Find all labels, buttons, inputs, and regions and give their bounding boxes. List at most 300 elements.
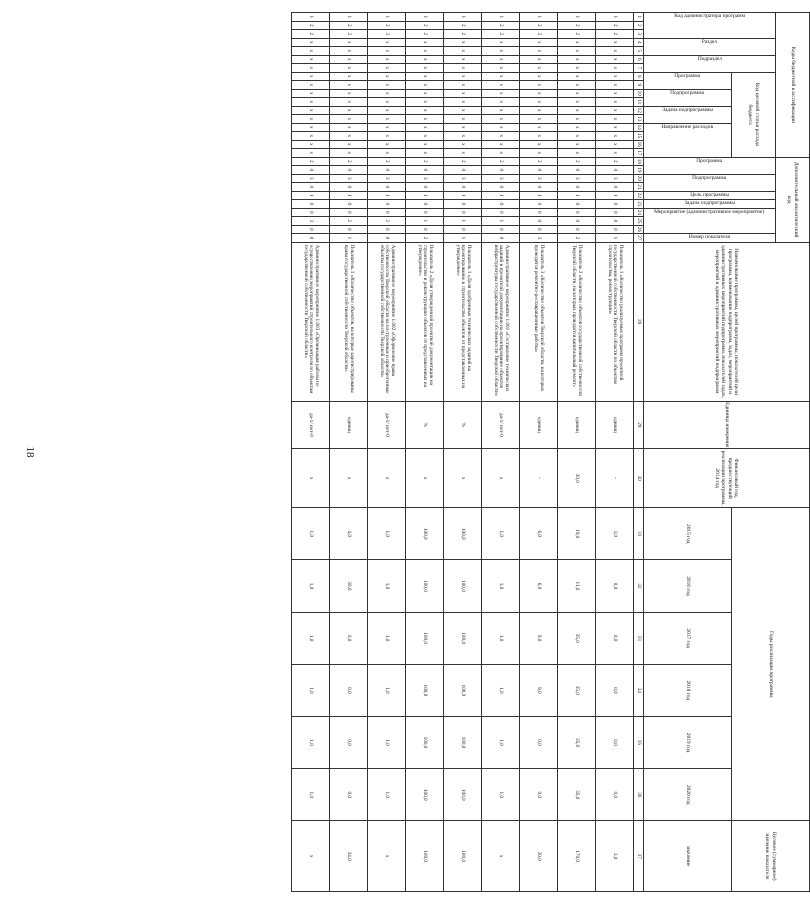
year-value-cell: 0,0 bbox=[596, 612, 634, 664]
subprogram-code-header: Подпрограмма bbox=[670, 89, 705, 96]
column-number: 17 bbox=[634, 149, 644, 158]
year-value-cell: 1,0 bbox=[482, 664, 520, 716]
code-cell: 2 bbox=[558, 157, 596, 166]
code-cell: 1 bbox=[292, 13, 330, 22]
code-cell: x bbox=[330, 149, 368, 158]
code-cell: 2 bbox=[444, 21, 482, 30]
year-value-cell: 30,0 bbox=[330, 560, 368, 612]
code-cell: x bbox=[330, 89, 368, 98]
code-cell: 1 bbox=[406, 13, 444, 22]
code-cell: x bbox=[406, 149, 444, 158]
column-number: 9 bbox=[634, 81, 644, 90]
year-value-cell: 1,0 bbox=[368, 508, 406, 560]
target-value-header: значение bbox=[644, 821, 732, 892]
column-number-row bbox=[634, 13, 644, 892]
code-cell: 1 bbox=[368, 191, 406, 200]
code-cell: 3 bbox=[482, 174, 520, 183]
column-number: 7 bbox=[634, 64, 644, 73]
expense-direction-header: Направление расходов bbox=[661, 123, 714, 130]
code-cell: x bbox=[558, 47, 596, 56]
year-value-cell: 100,0 bbox=[406, 769, 444, 821]
year-2016-header: 2016 год bbox=[644, 560, 732, 612]
code-cell: 0 bbox=[330, 208, 368, 217]
column-number: 21 bbox=[634, 183, 644, 192]
name-cell: Показатель 1 «Доля одобренных технических заданий на проектирование и строительство объектов от представленных на утверждение» bbox=[444, 242, 482, 401]
code-cell: x bbox=[368, 106, 406, 115]
year-value-cell: 1,0 bbox=[482, 508, 520, 560]
code-cell: 3 bbox=[596, 174, 634, 183]
code-cell: x bbox=[368, 55, 406, 64]
year-value-cell: 0,0 bbox=[330, 612, 368, 664]
code-cell: x bbox=[444, 81, 482, 90]
code-cell: x bbox=[596, 149, 634, 158]
code-cell: x bbox=[292, 47, 330, 56]
code-cell: x bbox=[444, 106, 482, 115]
code-cell: x bbox=[330, 81, 368, 90]
code-cell: x bbox=[596, 98, 634, 107]
code-cell: 0 bbox=[596, 217, 634, 226]
column-number: 15 bbox=[634, 132, 644, 141]
unit-cell: да-1/ нет-0 bbox=[368, 401, 406, 449]
year-value-cell: 1,0 bbox=[482, 612, 520, 664]
year-value-cell: 100,0 bbox=[444, 716, 482, 768]
year-value-cell: 1,0 bbox=[292, 769, 330, 821]
fin-year-cell: x bbox=[330, 449, 368, 508]
subsection-header: Подраздел bbox=[697, 55, 722, 62]
code-cell: 0 bbox=[406, 183, 444, 192]
code-cell: x bbox=[558, 106, 596, 115]
column-number: 30 bbox=[634, 449, 644, 508]
code-cell: x bbox=[330, 132, 368, 141]
code-cell: x bbox=[444, 140, 482, 149]
code-cell: x bbox=[406, 55, 444, 64]
target-value-cell: 100,0 bbox=[444, 821, 482, 892]
year-value-cell: 1,0 bbox=[292, 716, 330, 768]
code-cell: x bbox=[558, 64, 596, 73]
code-cell: 1 bbox=[482, 191, 520, 200]
code-cell: x bbox=[406, 38, 444, 47]
fin-year-cell: x bbox=[444, 449, 482, 508]
year-value-cell: 9,0 bbox=[520, 664, 558, 716]
code-cell: 1 bbox=[520, 191, 558, 200]
code-cell: 2 bbox=[292, 21, 330, 30]
year-value-cell: 100,0 bbox=[406, 508, 444, 560]
code-cell: 1 bbox=[596, 13, 634, 22]
code-cell: 0 bbox=[406, 225, 444, 234]
code-cell: 2 bbox=[520, 30, 558, 39]
code-cell: 2 bbox=[482, 30, 520, 39]
code-cell: x bbox=[368, 140, 406, 149]
column-number: 11 bbox=[634, 98, 644, 107]
code-cell: x bbox=[482, 81, 520, 90]
table-row bbox=[482, 13, 520, 892]
code-cell: 2 bbox=[596, 30, 634, 39]
program-code-header: Программа bbox=[674, 72, 701, 79]
code-cell: x bbox=[520, 123, 558, 132]
code-cell: 2 bbox=[596, 21, 634, 30]
code-cell: 2 bbox=[520, 157, 558, 166]
code-cell: 0 bbox=[520, 225, 558, 234]
code-cell: 3 bbox=[292, 174, 330, 183]
code-cell: 2 bbox=[482, 157, 520, 166]
code-cell: x bbox=[330, 123, 368, 132]
code-cell: x bbox=[368, 98, 406, 107]
year-value-cell: 0,0 bbox=[596, 716, 634, 768]
code-cell: 0 bbox=[368, 200, 406, 209]
column-number: 35 bbox=[634, 716, 644, 768]
code-cell: 0 bbox=[292, 225, 330, 234]
column-number: 32 bbox=[634, 560, 644, 612]
year-2018-header: 2018 год bbox=[644, 664, 732, 716]
code-cell: x bbox=[292, 55, 330, 64]
code-cell: x bbox=[368, 81, 406, 90]
year-value-cell: 9,0 bbox=[520, 612, 558, 664]
code-cell: 1 bbox=[444, 191, 482, 200]
code-cell: 2 bbox=[330, 157, 368, 166]
code-cell: 2 bbox=[330, 30, 368, 39]
name-cell: Административное мероприятие 1.003 «Организация работы по осуществлению мероприятий строительного контроля по объектам государственной собственности Тверской области» bbox=[292, 242, 330, 401]
code-cell: 1 bbox=[444, 234, 482, 243]
column-number: 20 bbox=[634, 174, 644, 183]
subprogram-task-code-header: Задача подпрограммы bbox=[662, 106, 713, 113]
year-value-cell: 35,0 bbox=[558, 612, 596, 664]
year-value-cell: 0,0 bbox=[330, 664, 368, 716]
name-cell: Показатель 2 «Количество объектов государственной собственности Тверской области, на которых проводится капитальный ремонт» bbox=[558, 242, 596, 401]
year-value-cell: 1,0 bbox=[368, 716, 406, 768]
an-event-header: Мероприятие (административное мероприятие) bbox=[654, 208, 765, 215]
code-cell: x bbox=[520, 81, 558, 90]
code-cell: x bbox=[406, 64, 444, 73]
table-row bbox=[596, 13, 634, 892]
code-cell: x bbox=[368, 149, 406, 158]
code-cell: 0 bbox=[596, 200, 634, 209]
code-cell: x bbox=[368, 123, 406, 132]
code-cell: 0 bbox=[368, 234, 406, 243]
code-cell: x bbox=[482, 38, 520, 47]
code-cell: x bbox=[292, 81, 330, 90]
code-cell: x bbox=[558, 115, 596, 124]
code-cell: 2 bbox=[368, 21, 406, 30]
code-cell: 2 bbox=[558, 30, 596, 39]
column-number: 27 bbox=[634, 234, 644, 243]
year-value-cell: 0,0 bbox=[596, 664, 634, 716]
code-cell: x bbox=[558, 123, 596, 132]
an-subprogram-header: Подпрограмма bbox=[692, 174, 727, 181]
code-cell: x bbox=[596, 55, 634, 64]
code-cell: 2 bbox=[558, 234, 596, 243]
code-cell: x bbox=[482, 106, 520, 115]
code-cell: x bbox=[520, 55, 558, 64]
code-cell: x bbox=[482, 115, 520, 124]
unit-cell: единиц bbox=[596, 401, 634, 449]
year-value-cell: 1,0 bbox=[292, 664, 330, 716]
code-cell: 2 bbox=[368, 157, 406, 166]
code-cell: 1 bbox=[330, 13, 368, 22]
code-cell: 0 bbox=[482, 166, 520, 175]
code-cell: x bbox=[444, 132, 482, 141]
code-cell: x bbox=[520, 98, 558, 107]
code-cell: x bbox=[596, 106, 634, 115]
code-cell: x bbox=[444, 72, 482, 81]
code-cell: 3 bbox=[444, 174, 482, 183]
column-number: 33 bbox=[634, 612, 644, 664]
code-cell: 0 bbox=[368, 225, 406, 234]
code-cell: x bbox=[596, 81, 634, 90]
table-row bbox=[406, 13, 444, 892]
code-cell: 1 bbox=[406, 217, 444, 226]
code-cell: x bbox=[368, 47, 406, 56]
code-cell: x bbox=[520, 132, 558, 141]
code-cell: x bbox=[406, 140, 444, 149]
year-value-cell: 0,0 bbox=[330, 716, 368, 768]
code-cell: x bbox=[482, 149, 520, 158]
column-number: 10 bbox=[634, 89, 644, 98]
code-cell: x bbox=[368, 72, 406, 81]
code-cell: x bbox=[444, 55, 482, 64]
code-cell: 1 bbox=[444, 13, 482, 22]
target-value-cell: 3,0 bbox=[596, 821, 634, 892]
code-cell: 1 bbox=[330, 191, 368, 200]
code-cell: 1 bbox=[596, 234, 634, 243]
year-value-cell: 6,0 bbox=[520, 508, 558, 560]
code-cell: 0 bbox=[292, 208, 330, 217]
code-cell: x bbox=[596, 132, 634, 141]
code-cell: x bbox=[292, 123, 330, 132]
year-value-cell: 1,0 bbox=[292, 560, 330, 612]
code-cell: 0 bbox=[444, 183, 482, 192]
code-cell: x bbox=[292, 106, 330, 115]
code-cell: 2 bbox=[520, 21, 558, 30]
code-cell: 1 bbox=[558, 13, 596, 22]
year-value-cell: 35,0 bbox=[558, 769, 596, 821]
code-cell: x bbox=[368, 89, 406, 98]
code-cell: x bbox=[330, 106, 368, 115]
code-cell: x bbox=[368, 38, 406, 47]
fin-year-cell: x bbox=[368, 449, 406, 508]
year-value-cell: 100,0 bbox=[444, 508, 482, 560]
code-cell: 3 bbox=[368, 30, 406, 39]
column-number: 13 bbox=[634, 115, 644, 124]
code-cell: 1 bbox=[558, 191, 596, 200]
code-cell: 2 bbox=[292, 157, 330, 166]
target-value-cell: 170,0 bbox=[558, 821, 596, 892]
years-header: Годы реализации программы bbox=[732, 508, 810, 821]
target-code-header: Код целевой статьи расхода бюджета bbox=[732, 72, 776, 157]
code-cell: 0 bbox=[558, 183, 596, 192]
column-number: 31 bbox=[634, 508, 644, 560]
code-cell: x bbox=[520, 38, 558, 47]
code-cell: x bbox=[330, 72, 368, 81]
code-cell: 0 bbox=[444, 166, 482, 175]
code-cell: x bbox=[482, 132, 520, 141]
code-cell: 0 bbox=[520, 217, 558, 226]
code-cell: 2 bbox=[406, 30, 444, 39]
code-cell: 0 bbox=[330, 225, 368, 234]
code-cell: 0 bbox=[444, 208, 482, 217]
column-number: 24 bbox=[634, 208, 644, 217]
code-cell: 2 bbox=[406, 234, 444, 243]
code-cell: 2 bbox=[444, 157, 482, 166]
year-value-cell: 100,0 bbox=[444, 612, 482, 664]
code-cell: 0 bbox=[330, 166, 368, 175]
code-cell: 0 bbox=[406, 208, 444, 217]
code-cell: x bbox=[292, 72, 330, 81]
year-value-cell: 35,0 bbox=[558, 664, 596, 716]
code-cell: 0 bbox=[292, 183, 330, 192]
code-cell: x bbox=[520, 72, 558, 81]
code-cell: x bbox=[368, 115, 406, 124]
year-value-cell: 19,0 bbox=[558, 508, 596, 560]
code-cell: x bbox=[406, 47, 444, 56]
year-value-cell: 6,0 bbox=[520, 560, 558, 612]
column-number: 34 bbox=[634, 664, 644, 716]
code-cell: x bbox=[368, 132, 406, 141]
code-cell: x bbox=[558, 81, 596, 90]
fin-year-cell: - bbox=[596, 449, 634, 508]
code-cell: 0 bbox=[596, 225, 634, 234]
year-value-cell: 4,0 bbox=[330, 508, 368, 560]
code-cell: x bbox=[368, 64, 406, 73]
code-cell: x bbox=[444, 149, 482, 158]
name-cell: Административное мероприятие 1.002 «Оформление права собственности Тверской области на построенные и приобретенные объекты государственной собственности Тверской области» bbox=[368, 242, 406, 401]
an-program-goal-header: Цель программы bbox=[690, 191, 729, 198]
code-cell: 3 bbox=[368, 174, 406, 183]
code-cell: x bbox=[292, 115, 330, 124]
column-number: 37 bbox=[634, 821, 644, 892]
name-header: Наименование программы, целей программы, показателей цели программы, наименование подпрограмм, задач, мероприятий и административных мероприятий подпрограмм, показателей задач, мероприятий и административных мероприятий подпрограмм bbox=[644, 242, 810, 401]
target-value-cell: 30,0 bbox=[520, 821, 558, 892]
code-cell: x bbox=[520, 89, 558, 98]
column-number: 12 bbox=[634, 106, 644, 115]
code-cell: 2 bbox=[368, 217, 406, 226]
code-cell: 0 bbox=[292, 200, 330, 209]
table-body bbox=[292, 13, 644, 892]
code-cell: x bbox=[520, 115, 558, 124]
year-2019-header: 2019 год bbox=[644, 716, 732, 768]
code-cell: x bbox=[558, 140, 596, 149]
code-cell: 1 bbox=[482, 217, 520, 226]
code-cell: 1 bbox=[520, 13, 558, 22]
code-cell: x bbox=[558, 72, 596, 81]
code-cell: 3 bbox=[520, 174, 558, 183]
unit-cell: да-1/ нет-0 bbox=[482, 401, 520, 449]
code-cell: 1 bbox=[406, 191, 444, 200]
code-cell: 2 bbox=[406, 21, 444, 30]
unit-cell: % bbox=[406, 401, 444, 449]
code-cell: 0 bbox=[482, 208, 520, 217]
code-cell: x bbox=[406, 72, 444, 81]
year-value-cell: 0,0 bbox=[520, 769, 558, 821]
column-number: 8 bbox=[634, 72, 644, 81]
code-cell: 1 bbox=[292, 191, 330, 200]
code-cell: x bbox=[330, 55, 368, 64]
code-cell: 0 bbox=[596, 208, 634, 217]
name-cell: Показатель 2 «Доля утвержденной проектной документации на строительство и реконструкцию объектов от представленных на утверждение» bbox=[406, 242, 444, 401]
year-value-cell: 0,0 bbox=[520, 716, 558, 768]
column-number: 25 bbox=[634, 217, 644, 226]
year-value-cell: 0,0 bbox=[596, 560, 634, 612]
an-indicator-header: Номер показателя bbox=[688, 234, 731, 241]
code-cell: x bbox=[558, 98, 596, 107]
code-cell: x bbox=[482, 89, 520, 98]
year-value-cell: 100,0 bbox=[406, 664, 444, 716]
year-2017-header: 2017 год bbox=[644, 612, 732, 664]
column-number: 26 bbox=[634, 225, 644, 234]
target-value-cell: 34,0 bbox=[330, 821, 368, 892]
table-row bbox=[368, 13, 406, 892]
code-cell: 0 bbox=[482, 200, 520, 209]
year-value-cell: 35,0 bbox=[558, 716, 596, 768]
year-value-cell: 0,0 bbox=[596, 769, 634, 821]
code-cell: 1 bbox=[444, 217, 482, 226]
target-value-cell: x bbox=[368, 821, 406, 892]
unit-header: Единица измерения bbox=[644, 401, 810, 449]
code-cell: x bbox=[330, 115, 368, 124]
fin-year-cell: x bbox=[292, 449, 330, 508]
code-cell: 2 bbox=[406, 157, 444, 166]
unit-cell: единиц bbox=[558, 401, 596, 449]
year-2020-header: 2020 год bbox=[644, 769, 732, 821]
name-cell: Показатель 1 «Количество реализуемых программ проектной государственной собственности Тверской области по объектам строительства, реконструкции» bbox=[596, 242, 634, 401]
code-cell: x bbox=[596, 140, 634, 149]
code-cell: 2 bbox=[292, 30, 330, 39]
code-cell: x bbox=[596, 38, 634, 47]
year-value-cell: 11,0 bbox=[558, 560, 596, 612]
fin-year-cell: - bbox=[520, 449, 558, 508]
column-number: 5 bbox=[634, 47, 644, 56]
code-cell: 2 bbox=[444, 30, 482, 39]
column-number: 28 bbox=[634, 242, 644, 401]
code-cell: x bbox=[292, 132, 330, 141]
year-value-cell: 100,0 bbox=[406, 560, 444, 612]
year-value-cell: 1,0 bbox=[482, 769, 520, 821]
code-cell: x bbox=[330, 64, 368, 73]
year-value-cell: 1,0 bbox=[368, 769, 406, 821]
code-cell: x bbox=[406, 81, 444, 90]
code-cell: x bbox=[482, 123, 520, 132]
code-cell: 3 bbox=[406, 174, 444, 183]
code-cell: x bbox=[558, 55, 596, 64]
column-number: 22 bbox=[634, 191, 644, 200]
code-cell: 1 bbox=[482, 13, 520, 22]
code-cell: x bbox=[406, 115, 444, 124]
code-cell: x bbox=[482, 64, 520, 73]
year-value-cell: 100,0 bbox=[444, 769, 482, 821]
rotated-table-page bbox=[302, 12, 810, 892]
code-cell: 0 bbox=[406, 200, 444, 209]
unit-cell: % bbox=[444, 401, 482, 449]
year-value-cell: 1,0 bbox=[482, 716, 520, 768]
code-cell: x bbox=[444, 123, 482, 132]
year-value-cell: 1,0 bbox=[292, 612, 330, 664]
code-cell: 2 bbox=[330, 217, 368, 226]
code-cell: x bbox=[444, 89, 482, 98]
program-indicators-table bbox=[291, 12, 810, 892]
code-cell: x bbox=[406, 98, 444, 107]
code-cell: x bbox=[292, 64, 330, 73]
code-cell: x bbox=[596, 64, 634, 73]
code-cell: x bbox=[558, 132, 596, 141]
code-cell: 0 bbox=[368, 208, 406, 217]
column-number: 14 bbox=[634, 123, 644, 132]
target-value-cell: x bbox=[482, 821, 520, 892]
name-cell: Показатель 1 «Количество объектов, на которые зарегистрированы права государственной собственности Тверской области» bbox=[330, 242, 368, 401]
code-cell: x bbox=[406, 132, 444, 141]
code-cell: x bbox=[482, 55, 520, 64]
column-number: 36 bbox=[634, 769, 644, 821]
code-cell: 0 bbox=[558, 208, 596, 217]
code-cell: x bbox=[330, 47, 368, 56]
